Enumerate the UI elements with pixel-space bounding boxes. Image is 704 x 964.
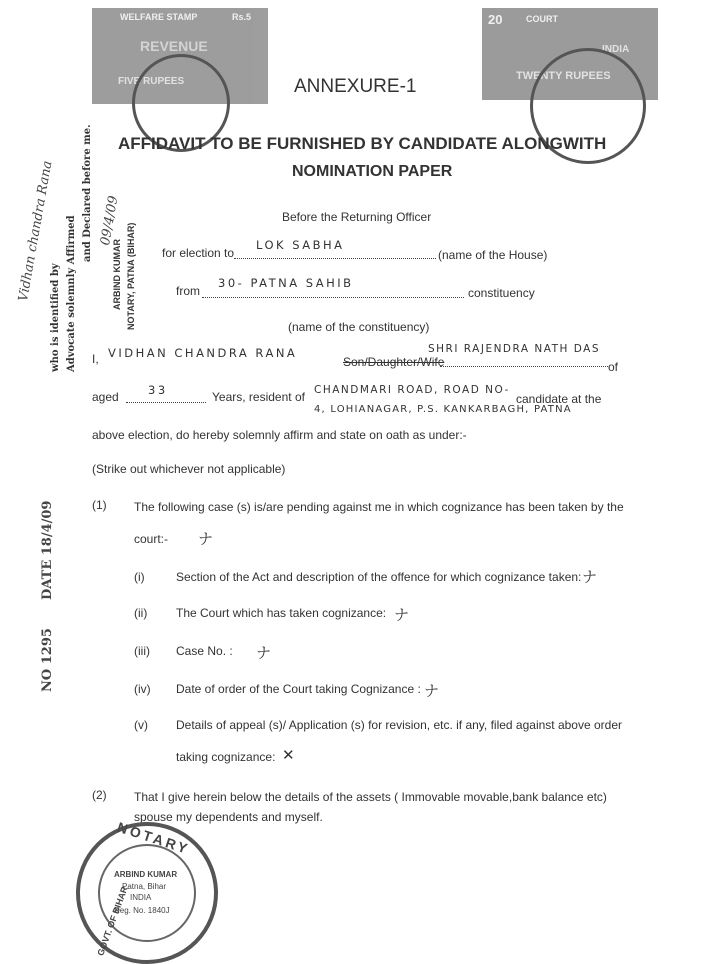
i-label: I,: [92, 352, 99, 366]
aged-label: aged: [92, 390, 119, 404]
parent-field: [440, 356, 608, 367]
stamp-denomination: TWENTY RUPEES: [516, 70, 611, 82]
item-ii-number: (ii): [134, 606, 148, 620]
election-label: for election to: [162, 246, 235, 260]
section2-line1: That I give herein below the details of the assets ( Immovable movable,bank balance etc): [134, 790, 607, 804]
stamp-top-text: WELFARE STAMP: [120, 12, 198, 22]
margin-notary-block: [112, 239, 122, 310]
margin-hand-date: 09/4/09: [98, 194, 122, 247]
margin-reg-no-block: [40, 628, 55, 692]
cross-mark-icon: ナ: [582, 568, 600, 586]
annexure-label: ANNEXURE-1: [294, 76, 417, 97]
stamp-top-text: COURT: [526, 14, 558, 24]
margin-reg-no: NO 1295: [40, 628, 55, 692]
item-iii-text: Case No. :: [176, 644, 233, 658]
margin-attest-block3: [82, 124, 93, 262]
section1-text: The following case (s) is/are pending against me in which cognizance has been taken by the: [134, 500, 624, 514]
notary-seal-reg: Reg. No. 1840J: [114, 906, 170, 915]
margin-attest-block: [50, 263, 61, 372]
parent-name: SHRI RAJENDRA NATH DAS: [428, 343, 601, 355]
margin-notary-place: NOTARY, PATNA (BIHAR): [126, 222, 136, 330]
notary-seal-side: GOVT. OF BIHAR: [95, 884, 130, 958]
section2-line2: spouse my dependents and myself.: [134, 810, 323, 824]
margin-notary-name: ARBIND KUMAR: [112, 239, 122, 310]
item-ii-text: The Court which has taken cognizance:: [176, 606, 387, 620]
notary-seal-country: INDIA: [130, 893, 152, 902]
stamp-value: Rs.5: [232, 12, 252, 22]
constituency-note: (name of the constituency): [288, 320, 430, 334]
constituency-label: constituency: [468, 286, 535, 300]
stamp-value: 20: [488, 12, 503, 27]
age-value: 33: [148, 383, 168, 397]
address-line2: 4, LOHIANAGAR, P.S. KANKARBAGH, PATNA: [314, 404, 572, 415]
notary-seal-place: Patna, Bihar: [122, 882, 167, 891]
candidate-name: VIDHAN CHANDRA RANA: [108, 346, 298, 360]
cross-mark-icon: ナ: [394, 606, 412, 624]
cross-mark-icon: ✕: [282, 746, 298, 764]
item-iii-number: (iii): [134, 644, 150, 658]
margin-reg-date-block: [40, 501, 55, 600]
cross-mark-icon: ナ: [198, 530, 216, 548]
house-label: (name of the House): [438, 248, 548, 262]
section2-number: (2): [92, 788, 107, 802]
item-i-number: (i): [134, 570, 145, 584]
resident-label: Years, resident of: [212, 390, 305, 404]
notary-seal: [76, 818, 218, 964]
stamp-label: REVENUE: [140, 38, 208, 54]
document-title-line2: NOMINATION PAPER: [292, 163, 453, 180]
attest-line3: and Declared before me.: [82, 124, 93, 262]
section1-court: court:-: [134, 532, 169, 546]
from-label: from: [176, 284, 200, 298]
item-v-continuation: taking cognizance:: [176, 750, 276, 764]
of-label: of: [608, 360, 619, 374]
affirm-statement: above election, do hereby solemnly affirm and state on oath as under:-: [92, 428, 467, 442]
candidate-at-label: candidate at the: [516, 392, 602, 406]
relation-label: Son/Daughter/Wife: [343, 355, 445, 369]
margin-attest-block2: [66, 215, 77, 372]
address-line1: CHANDMARI ROAD, ROAD NO-: [314, 384, 510, 396]
cross-mark-icon: ナ: [424, 682, 442, 700]
item-i-text: Section of the Act and description of the offence for which cognizance taken:: [176, 570, 582, 584]
attest-line2: Advocate solemnly Affirmed: [66, 215, 77, 372]
item-iv-text: Date of order of the Court taking Cognizance :: [176, 682, 421, 696]
margin-reg-date: DATE 18/4/09: [40, 500, 55, 600]
margin-hand-name: Vidhan chandra Rana: [16, 159, 56, 303]
election-value: LOK SABHA: [256, 238, 345, 252]
notary-seal-name: ARBIND KUMAR: [114, 870, 178, 879]
constituency-value: 30- PATNA SAHIB: [218, 276, 354, 290]
section1-number: (1): [92, 498, 107, 512]
item-v-text: Details of appeal (s)/ Application (s) for revision, etc. if any, filed against above order: [176, 718, 622, 732]
stamp-denomination: FIVE RUPEES: [118, 76, 185, 87]
item-iv-number: (iv): [134, 682, 151, 696]
strike-note: (Strike out whichever not applicable): [92, 462, 286, 476]
stamp-label: INDIA: [602, 44, 630, 55]
cross-mark-icon: ナ: [256, 644, 274, 662]
notary-seal-top: NOTARY: [115, 818, 193, 858]
before-returning-officer: Before the Returning Officer: [282, 210, 432, 224]
margin-notary-place-block: [126, 223, 136, 330]
attest-line1: who is identified by: [50, 263, 61, 372]
document-title-line1: AFFIDAVIT TO BE FURNISHED BY CANDIDATE ALONGWITH: [118, 134, 607, 153]
item-v-number: (v): [134, 718, 148, 732]
